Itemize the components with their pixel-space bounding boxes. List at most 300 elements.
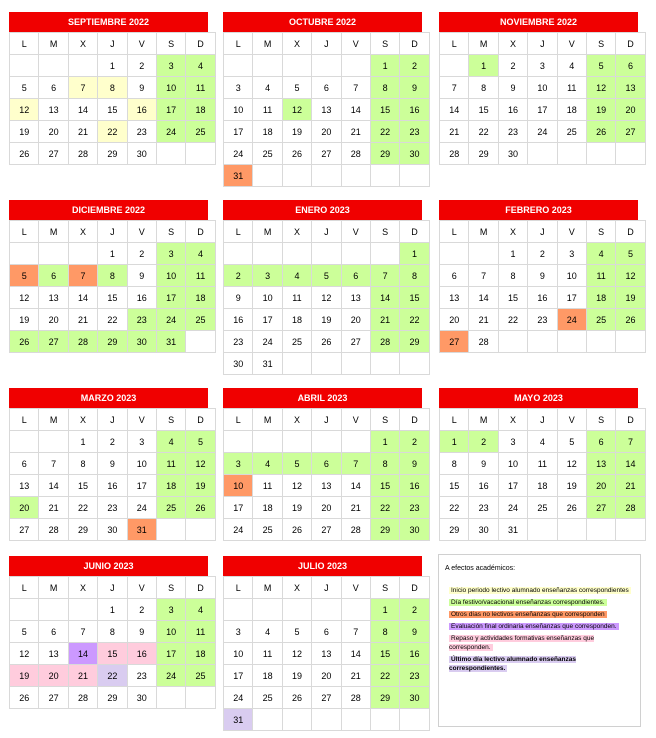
weekday-header: D	[400, 409, 429, 431]
empty-cell	[312, 599, 341, 621]
day-cell: 23	[528, 309, 557, 331]
day-cell: 25	[253, 519, 282, 541]
empty-cell	[312, 353, 341, 375]
day-cell: 11	[557, 77, 586, 99]
day-cell: 8	[370, 453, 399, 475]
day-cell: 13	[440, 287, 469, 309]
day-cell: 19	[282, 665, 311, 687]
day-cell: 6	[39, 77, 68, 99]
day-cell: 19	[312, 309, 341, 331]
day-cell: 12	[186, 453, 215, 475]
day-cell: 28	[469, 331, 498, 353]
day-cell: 30	[127, 687, 156, 709]
day-cell: 3	[156, 599, 185, 621]
day-cell: 8	[68, 453, 97, 475]
day-cell: 25	[282, 331, 311, 353]
weekday-header: M	[253, 221, 282, 243]
weekday-header: J	[98, 33, 127, 55]
day-cell: 11	[282, 287, 311, 309]
day-cell: 27	[312, 519, 341, 541]
day-cell: 15	[370, 475, 399, 497]
day-cell: 2	[498, 55, 527, 77]
day-cell: 24	[224, 143, 253, 165]
weekday-header: L	[10, 221, 39, 243]
empty-cell	[312, 243, 341, 265]
day-cell: 15	[370, 643, 399, 665]
weekday-header: M	[253, 577, 282, 599]
empty-cell	[312, 55, 341, 77]
day-cell: 21	[39, 497, 68, 519]
day-cell: 8	[98, 265, 127, 287]
day-cell: 4	[586, 243, 615, 265]
empty-cell	[282, 243, 311, 265]
day-cell: 30	[224, 353, 253, 375]
day-cell: 15	[498, 287, 527, 309]
day-cell: 17	[528, 99, 557, 121]
month-grid	[223, 576, 430, 731]
day-cell: 19	[10, 665, 39, 687]
day-cell: 19	[557, 475, 586, 497]
weekday-header: L	[10, 577, 39, 599]
day-cell: 15	[370, 99, 399, 121]
day-cell: 1	[98, 599, 127, 621]
weekday-header: D	[186, 409, 215, 431]
day-cell: 16	[224, 309, 253, 331]
weekday-header: S	[156, 33, 185, 55]
day-cell: 6	[10, 453, 39, 475]
day-cell: 20	[39, 121, 68, 143]
day-cell: 9	[224, 287, 253, 309]
day-cell: 10	[127, 453, 156, 475]
weekday-header: X	[498, 221, 527, 243]
day-cell: 5	[312, 265, 341, 287]
weekday-header: L	[224, 409, 253, 431]
empty-cell	[186, 143, 215, 165]
day-cell: 20	[312, 665, 341, 687]
empty-cell	[282, 599, 311, 621]
day-cell: 18	[186, 99, 215, 121]
day-cell: 4	[253, 77, 282, 99]
day-cell: 15	[440, 475, 469, 497]
day-cell: 19	[616, 287, 645, 309]
month-grid	[439, 32, 646, 165]
day-cell: 20	[39, 665, 68, 687]
legend-item-text: Último día lectivo alumnado enseñanzas correspondientes.	[449, 656, 576, 672]
day-cell: 16	[98, 475, 127, 497]
day-cell: 29	[370, 143, 399, 165]
empty-cell	[224, 431, 253, 453]
day-cell: 18	[156, 475, 185, 497]
day-cell: 10	[224, 643, 253, 665]
day-cell: 28	[341, 143, 370, 165]
day-cell: 21	[469, 309, 498, 331]
weekday-header: X	[68, 33, 97, 55]
day-cell: 5	[10, 265, 39, 287]
day-cell: 5	[10, 621, 39, 643]
day-cell: 4	[156, 431, 185, 453]
empty-cell	[312, 709, 341, 731]
day-cell: 13	[10, 475, 39, 497]
day-cell: 23	[127, 121, 156, 143]
day-cell: 9	[127, 265, 156, 287]
day-cell: 15	[400, 287, 429, 309]
day-cell: 1	[400, 243, 429, 265]
day-cell: 26	[557, 497, 586, 519]
day-cell: 4	[282, 265, 311, 287]
day-cell: 25	[253, 143, 282, 165]
empty-cell	[39, 243, 68, 265]
empty-cell	[186, 687, 215, 709]
day-cell: 7	[469, 265, 498, 287]
month-title: DICIEMBRE 2022	[9, 200, 208, 220]
day-cell: 20	[440, 309, 469, 331]
day-cell: 25	[557, 121, 586, 143]
day-cell: 10	[224, 99, 253, 121]
weekday-header: L	[224, 577, 253, 599]
day-cell: 14	[616, 453, 645, 475]
day-cell: 14	[68, 99, 97, 121]
empty-cell	[341, 431, 370, 453]
empty-cell	[370, 709, 399, 731]
day-cell: 6	[312, 621, 341, 643]
day-cell: 16	[400, 475, 429, 497]
day-cell: 17	[224, 497, 253, 519]
day-cell: 30	[469, 519, 498, 541]
legend-item-text: Repaso y actividades formativas enseñanzas que corresponden.	[449, 635, 595, 651]
month-grid	[9, 576, 216, 709]
day-cell: 18	[186, 643, 215, 665]
empty-cell	[253, 599, 282, 621]
day-cell: 27	[341, 331, 370, 353]
day-cell: 27	[10, 519, 39, 541]
empty-cell	[400, 165, 429, 187]
weekday-header: L	[440, 33, 469, 55]
month-8	[439, 388, 638, 541]
empty-cell	[156, 687, 185, 709]
empty-cell	[39, 599, 68, 621]
day-cell: 16	[400, 99, 429, 121]
day-cell: 29	[98, 331, 127, 353]
day-cell: 23	[127, 309, 156, 331]
day-cell: 26	[186, 497, 215, 519]
day-cell: 13	[312, 99, 341, 121]
day-cell: 9	[127, 621, 156, 643]
day-cell: 12	[282, 643, 311, 665]
day-cell: 20	[312, 497, 341, 519]
empty-cell	[370, 165, 399, 187]
day-cell: 12	[312, 287, 341, 309]
day-cell: 28	[341, 519, 370, 541]
day-cell: 25	[186, 665, 215, 687]
day-cell: 21	[440, 121, 469, 143]
day-cell: 4	[186, 599, 215, 621]
day-cell: 5	[586, 55, 615, 77]
day-cell: 2	[127, 243, 156, 265]
month-grid	[439, 408, 646, 541]
day-cell: 31	[224, 165, 253, 187]
day-cell: 6	[341, 265, 370, 287]
day-cell: 19	[186, 475, 215, 497]
day-cell: 3	[528, 55, 557, 77]
empty-cell	[312, 165, 341, 187]
empty-cell	[341, 165, 370, 187]
weekday-header: D	[616, 221, 645, 243]
day-cell: 9	[127, 77, 156, 99]
day-cell: 26	[616, 309, 645, 331]
empty-cell	[557, 331, 586, 353]
day-cell: 9	[469, 453, 498, 475]
day-cell: 10	[224, 475, 253, 497]
day-cell: 14	[469, 287, 498, 309]
day-cell: 3	[224, 77, 253, 99]
day-cell: 12	[10, 643, 39, 665]
day-cell: 8	[400, 265, 429, 287]
empty-cell	[400, 709, 429, 731]
day-cell: 22	[440, 497, 469, 519]
weekday-header: X	[282, 409, 311, 431]
day-cell: 31	[156, 331, 185, 353]
day-cell: 21	[68, 665, 97, 687]
day-cell: 16	[127, 287, 156, 309]
empty-cell	[186, 331, 215, 353]
day-cell: 7	[68, 77, 97, 99]
day-cell: 27	[586, 497, 615, 519]
day-cell: 15	[68, 475, 97, 497]
empty-cell	[224, 55, 253, 77]
day-cell: 7	[440, 77, 469, 99]
weekday-header: S	[156, 577, 185, 599]
weekday-header: S	[156, 221, 185, 243]
weekday-header: S	[586, 409, 615, 431]
legend-item	[449, 655, 636, 673]
day-cell: 3	[557, 243, 586, 265]
day-cell: 4	[253, 621, 282, 643]
month-7	[223, 388, 422, 541]
day-cell: 13	[39, 643, 68, 665]
day-cell: 1	[68, 431, 97, 453]
empty-cell	[370, 243, 399, 265]
weekday-header: X	[498, 409, 527, 431]
day-cell: 11	[586, 265, 615, 287]
weekday-header: J	[312, 33, 341, 55]
weekday-header: J	[528, 409, 557, 431]
day-cell: 14	[341, 99, 370, 121]
day-cell: 28	[68, 143, 97, 165]
legend-item-text: Otros días no lectivos enseñanzas que corresponden	[451, 611, 605, 618]
weekday-header: J	[312, 577, 341, 599]
day-cell: 29	[370, 519, 399, 541]
legend-item-text: Día festivo/vacacional enseñanzas correspondientes.	[451, 599, 605, 606]
day-cell: 14	[440, 99, 469, 121]
day-cell: 20	[341, 309, 370, 331]
empty-cell	[341, 55, 370, 77]
legend-item	[449, 610, 636, 619]
month-9	[9, 556, 208, 709]
weekday-header: M	[253, 33, 282, 55]
empty-cell	[616, 331, 645, 353]
day-cell: 21	[370, 309, 399, 331]
empty-cell	[498, 331, 527, 353]
weekday-header: S	[586, 221, 615, 243]
day-cell: 6	[39, 265, 68, 287]
empty-cell	[68, 243, 97, 265]
day-cell: 1	[98, 243, 127, 265]
weekday-header: L	[10, 33, 39, 55]
day-cell: 4	[253, 453, 282, 475]
day-cell: 24	[224, 519, 253, 541]
legend-item	[449, 598, 636, 607]
weekday-header: M	[39, 33, 68, 55]
day-cell: 14	[39, 475, 68, 497]
month-title: NOVIEMBRE 2022	[439, 12, 638, 32]
day-cell: 2	[127, 599, 156, 621]
day-cell: 23	[400, 665, 429, 687]
legend-items	[443, 586, 636, 673]
day-cell: 5	[10, 77, 39, 99]
day-cell: 11	[528, 453, 557, 475]
day-cell: 14	[341, 643, 370, 665]
day-cell: 27	[39, 143, 68, 165]
day-cell: 21	[68, 121, 97, 143]
day-cell: 30	[400, 687, 429, 709]
day-cell: 28	[370, 331, 399, 353]
day-cell: 10	[156, 77, 185, 99]
day-cell: 1	[498, 243, 527, 265]
day-cell: 6	[616, 55, 645, 77]
day-cell: 20	[586, 475, 615, 497]
day-cell: 12	[10, 287, 39, 309]
day-cell: 22	[98, 665, 127, 687]
weekday-header: V	[341, 221, 370, 243]
legend-item-text: Inicio periodo lectivo alumnado enseñanzas correspondientes	[451, 587, 629, 594]
weekday-header: D	[186, 221, 215, 243]
empty-cell	[616, 519, 645, 541]
day-cell: 13	[586, 453, 615, 475]
day-cell: 10	[156, 265, 185, 287]
weekday-header: X	[68, 221, 97, 243]
day-cell: 7	[341, 453, 370, 475]
legend-item	[449, 586, 636, 595]
weekday-header: S	[586, 33, 615, 55]
day-cell: 1	[370, 599, 399, 621]
month-title: ABRIL 2023	[223, 388, 422, 408]
empty-cell	[616, 143, 645, 165]
day-cell: 8	[498, 265, 527, 287]
empty-cell	[528, 143, 557, 165]
weekday-header: M	[469, 33, 498, 55]
empty-cell	[528, 331, 557, 353]
empty-cell	[68, 599, 97, 621]
day-cell: 29	[440, 519, 469, 541]
day-cell: 13	[616, 77, 645, 99]
day-cell: 8	[370, 621, 399, 643]
weekday-header: D	[186, 577, 215, 599]
day-cell: 6	[39, 621, 68, 643]
empty-cell	[224, 243, 253, 265]
month-grid	[223, 408, 430, 541]
day-cell: 27	[312, 687, 341, 709]
day-cell: 30	[127, 331, 156, 353]
month-title: MAYO 2023	[439, 388, 638, 408]
day-cell: 4	[186, 243, 215, 265]
day-cell: 14	[68, 287, 97, 309]
day-cell: 8	[440, 453, 469, 475]
day-cell: 3	[224, 453, 253, 475]
day-cell: 29	[98, 687, 127, 709]
day-cell: 27	[39, 331, 68, 353]
day-cell: 17	[156, 643, 185, 665]
day-cell: 20	[616, 99, 645, 121]
day-cell: 22	[469, 121, 498, 143]
empty-cell	[10, 55, 39, 77]
weekday-header: S	[370, 33, 399, 55]
day-cell: 5	[557, 431, 586, 453]
weekday-header: V	[341, 409, 370, 431]
day-cell: 31	[127, 519, 156, 541]
day-cell: 23	[224, 331, 253, 353]
day-cell: 7	[39, 453, 68, 475]
weekday-header: L	[440, 221, 469, 243]
day-cell: 4	[528, 431, 557, 453]
day-cell: 28	[440, 143, 469, 165]
day-cell: 24	[253, 331, 282, 353]
empty-cell	[253, 431, 282, 453]
day-cell: 12	[282, 475, 311, 497]
day-cell: 22	[498, 309, 527, 331]
day-cell: 16	[528, 287, 557, 309]
month-10	[223, 556, 422, 731]
day-cell: 2	[528, 243, 557, 265]
weekday-header: V	[127, 221, 156, 243]
day-cell: 9	[98, 453, 127, 475]
day-cell: 9	[400, 453, 429, 475]
empty-cell	[341, 599, 370, 621]
month-title: JULIO 2023	[223, 556, 422, 576]
day-cell: 26	[282, 687, 311, 709]
legend-title: A efectos académicos:	[445, 565, 516, 572]
day-cell: 3	[127, 431, 156, 453]
day-cell: 17	[127, 475, 156, 497]
weekday-header: J	[528, 33, 557, 55]
weekday-header: D	[400, 221, 429, 243]
day-cell: 15	[98, 287, 127, 309]
empty-cell	[156, 519, 185, 541]
day-cell: 25	[253, 687, 282, 709]
weekday-header: S	[370, 409, 399, 431]
day-cell: 22	[400, 309, 429, 331]
day-cell: 8	[469, 77, 498, 99]
weekday-header: J	[98, 577, 127, 599]
day-cell: 2	[400, 599, 429, 621]
day-cell: 6	[440, 265, 469, 287]
weekday-header: J	[528, 221, 557, 243]
legend-item	[449, 634, 636, 652]
day-cell: 11	[186, 265, 215, 287]
day-cell: 17	[224, 665, 253, 687]
day-cell: 7	[370, 265, 399, 287]
empty-cell	[440, 55, 469, 77]
day-cell: 16	[498, 99, 527, 121]
day-cell: 17	[156, 287, 185, 309]
weekday-header: D	[616, 33, 645, 55]
empty-cell	[282, 709, 311, 731]
empty-cell	[253, 165, 282, 187]
day-cell: 21	[341, 121, 370, 143]
day-cell: 23	[498, 121, 527, 143]
day-cell: 2	[127, 55, 156, 77]
weekday-header: J	[312, 221, 341, 243]
weekday-header: X	[498, 33, 527, 55]
